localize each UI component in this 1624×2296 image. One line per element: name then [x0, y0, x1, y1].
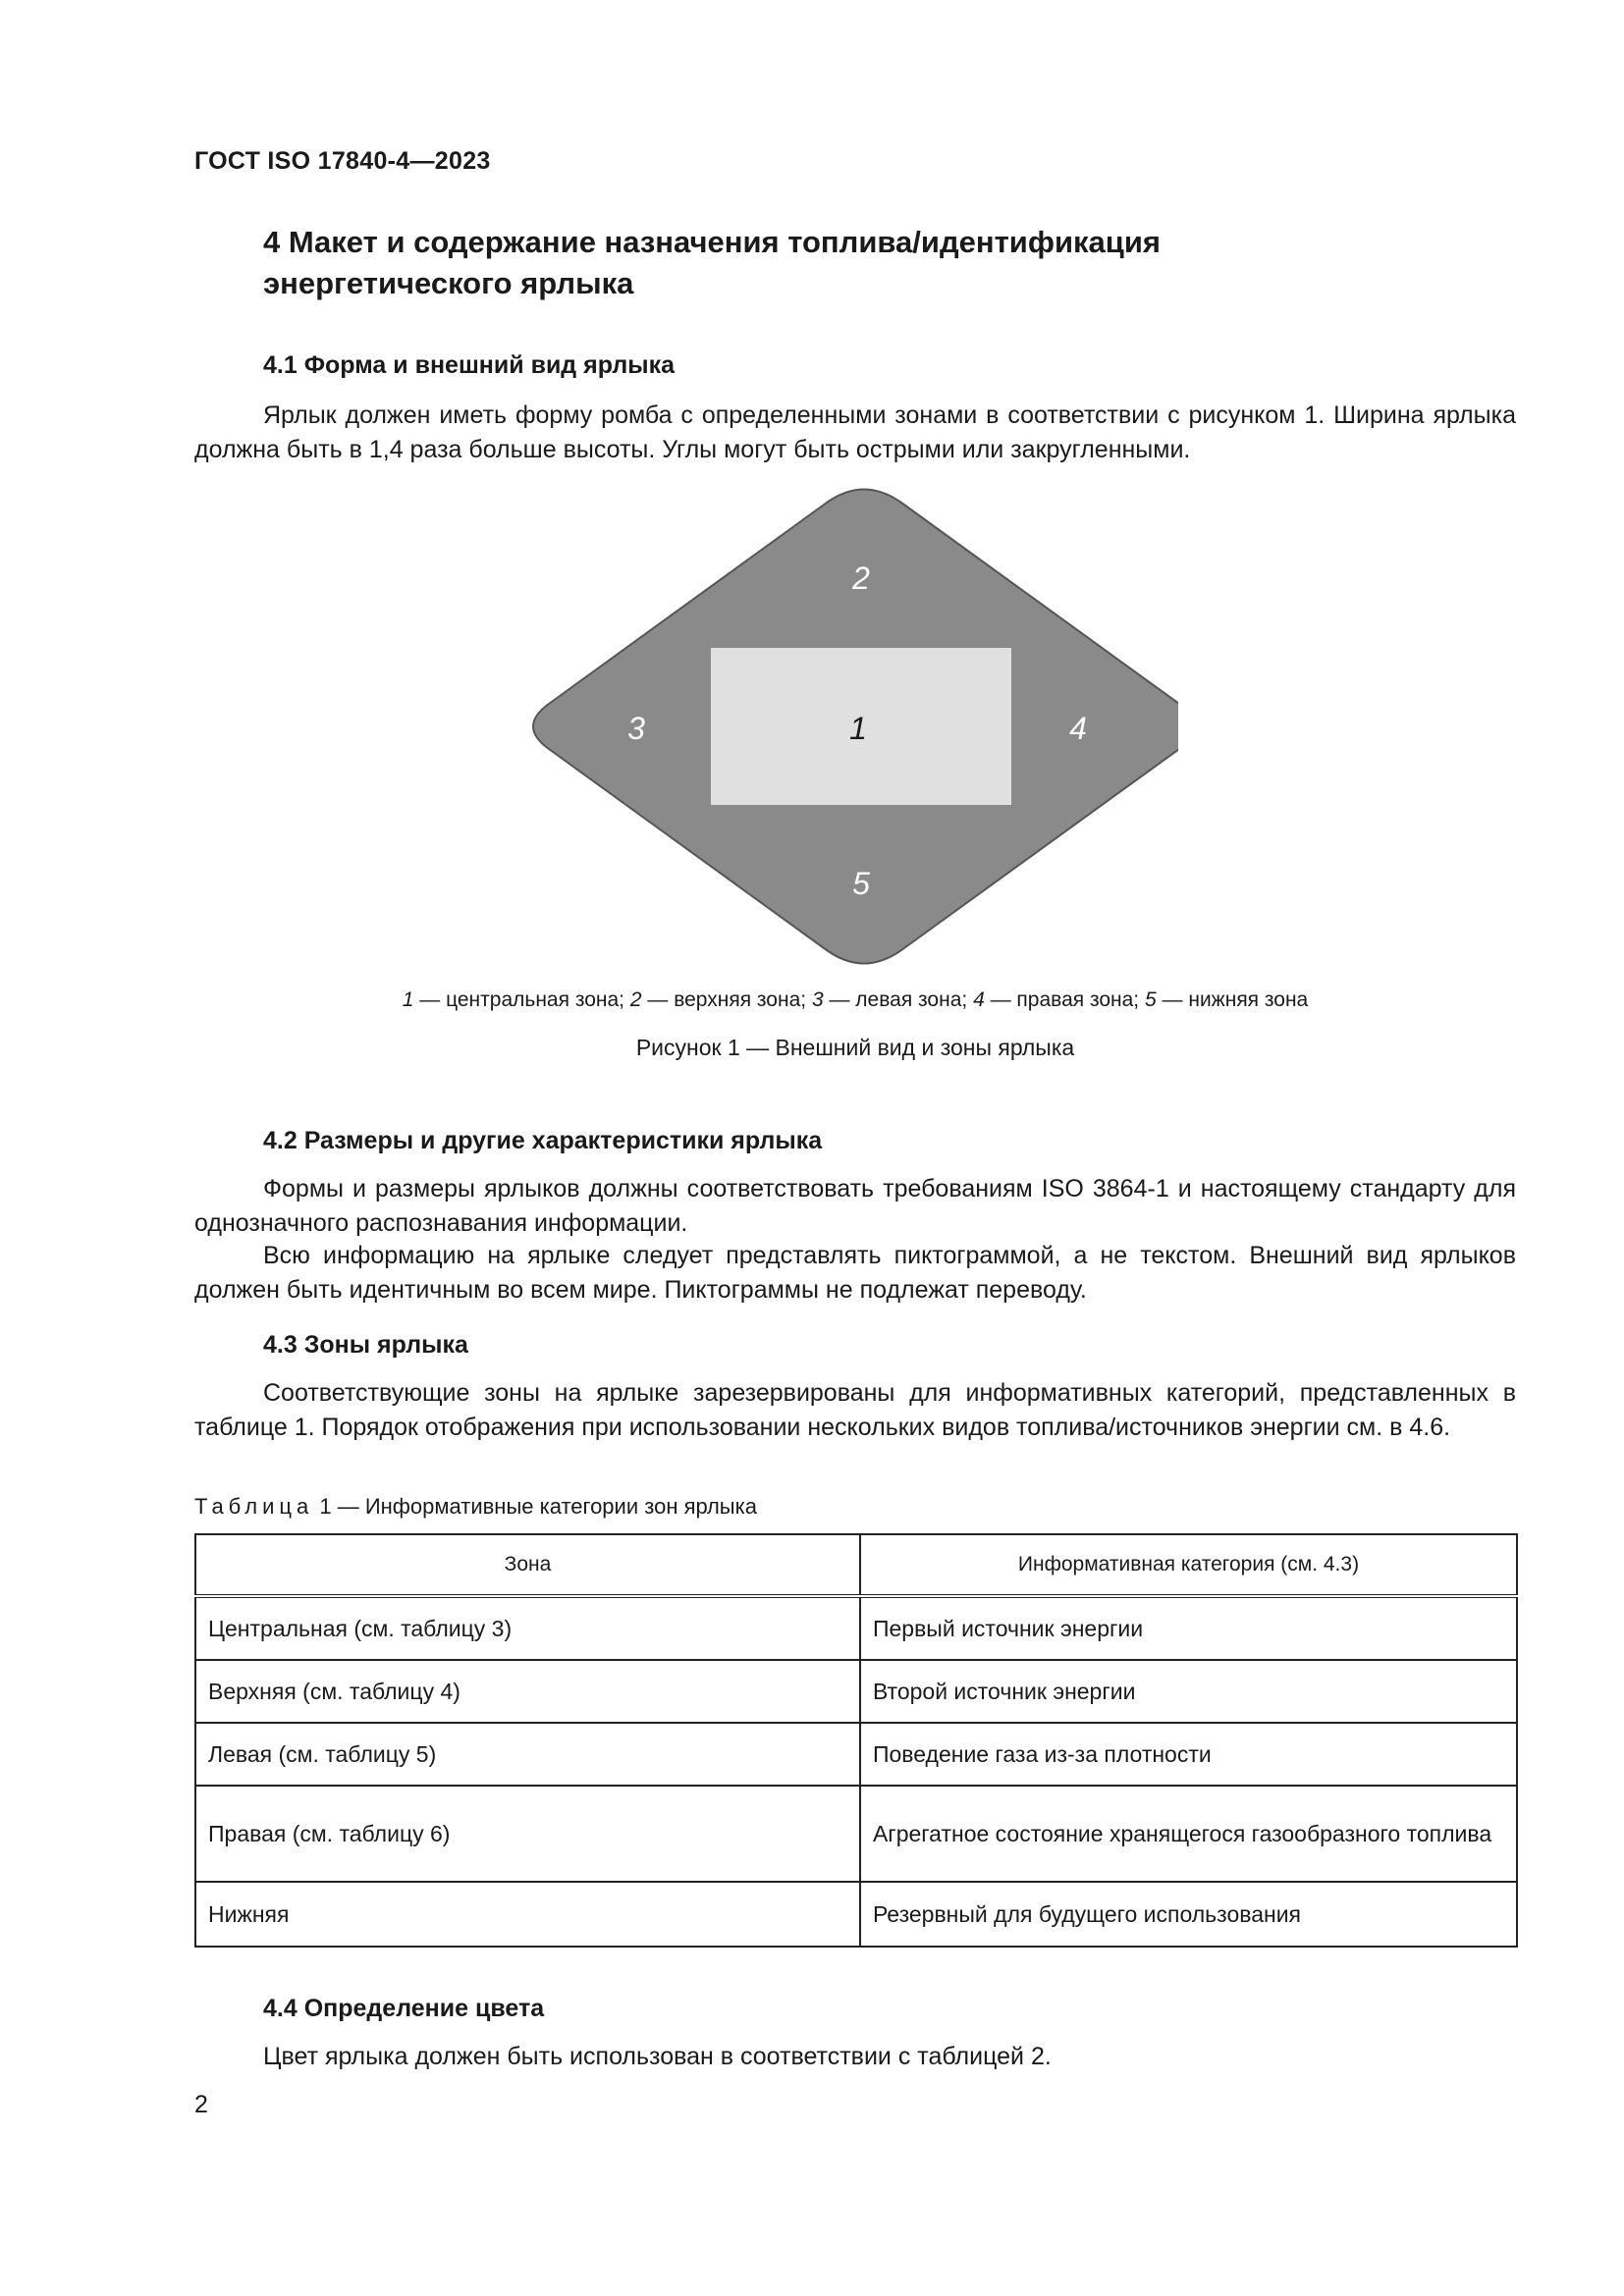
- section-4-3-paragraph: Соответствующие зоны на ярлыке зарезервированы для информативных категорий, представленных в таблице 1. Порядок отображения при использовании нескольких видов топлива/источников энергии см. в 4.6.: [194, 1379, 1516, 1441]
- zone-label-left: 3: [627, 711, 645, 746]
- figure-legend: 1 — центральная зона; 2 — верхняя зона; 3 — левая зона; 4 — правая зона; 5 — нижняя зона: [402, 988, 1309, 1011]
- table-cell-category: Поведение газа из-за плотности: [860, 1723, 1517, 1786]
- section-4-title: 4 Макет и содержание назначения топлива/идентификация энергетического ярлыка: [263, 225, 1161, 300]
- table-cell-zone: Левая (см. таблицу 5): [195, 1723, 860, 1786]
- table-row: [195, 1882, 1517, 1947]
- section-4-4-paragraph: Цвет ярлыка должен быть использован в соответствии с таблицей 2.: [263, 2043, 1052, 2070]
- section-4-1-paragraph: Ярлык должен иметь форму ромба с определенными зонами в соответствии с рисунком 1. Ширина ярлыка должна быть в 1,4 раза больше высоты. Углы могут быть острыми или закругленными.: [194, 401, 1516, 463]
- table-row: [195, 1723, 1517, 1786]
- table-row: [195, 1596, 1517, 1660]
- figure-caption: Рисунок 1 — Внешний вид и зоны ярлыка: [635, 1035, 1075, 1060]
- table-cell-zone: Центральная (см. таблицу 3): [195, 1596, 860, 1660]
- table-cell-category: Агрегатное состояние хранящегося газообразного топлива: [860, 1786, 1517, 1882]
- section-4-1-title: 4.1 Форма и внешний вид ярлыка: [263, 351, 676, 379]
- table-header-row: [195, 1534, 1517, 1596]
- table-cell-category: Первый источник энергии: [860, 1596, 1517, 1660]
- section-4-2-paragraph-2: Всю информацию на ярлыке следует представлять пиктограммой, а не текстом. Внешний вид ярлыков должен быть идентичным во всем мире. Пиктограммы не подлежат переводу.: [194, 1242, 1516, 1304]
- table-cell-zone: Нижняя: [195, 1882, 860, 1947]
- zone-label-top: 2: [852, 561, 870, 596]
- table-cell-category: Резервный для будущего использования: [860, 1882, 1517, 1947]
- table-header-zone: Зона: [195, 1534, 860, 1596]
- table-header-category: Информативная категория (см. 4.3): [860, 1534, 1517, 1596]
- table-1-caption: Таблица 1 — Информативные категории зон ярлыка: [194, 1494, 757, 1519]
- zone-label-center: 1: [849, 711, 867, 746]
- table-cell-zone: Правая (см. таблицу 6): [195, 1786, 860, 1882]
- table-cell-zone: Верхняя (см. таблицу 4): [195, 1660, 860, 1723]
- standard-header: ГОСТ ISO 17840-4—2023: [194, 147, 491, 175]
- zones-table: [194, 1533, 1518, 1948]
- section-4-4-title: 4.4 Определение цвета: [263, 1995, 545, 2022]
- table-cell-category: Второй источник энергии: [860, 1660, 1517, 1723]
- label-rhombus-figure: [530, 486, 1178, 967]
- section-4-2-paragraph-1: Формы и размеры ярлыков должны соответствовать требованиям ISO 3864-1 и настоящему стандарту для однозначного распознавания информации.: [194, 1175, 1516, 1237]
- table-row: [195, 1660, 1517, 1723]
- zone-label-right: 4: [1069, 711, 1087, 746]
- section-4-2-title: 4.2 Размеры и другие характеристики ярлыка: [263, 1127, 823, 1154]
- zone-label-bottom: 5: [852, 866, 870, 901]
- table-row: [195, 1786, 1517, 1882]
- page-number: 2: [194, 2091, 208, 2118]
- section-4-3-title: 4.3 Зоны ярлыка: [263, 1331, 468, 1359]
